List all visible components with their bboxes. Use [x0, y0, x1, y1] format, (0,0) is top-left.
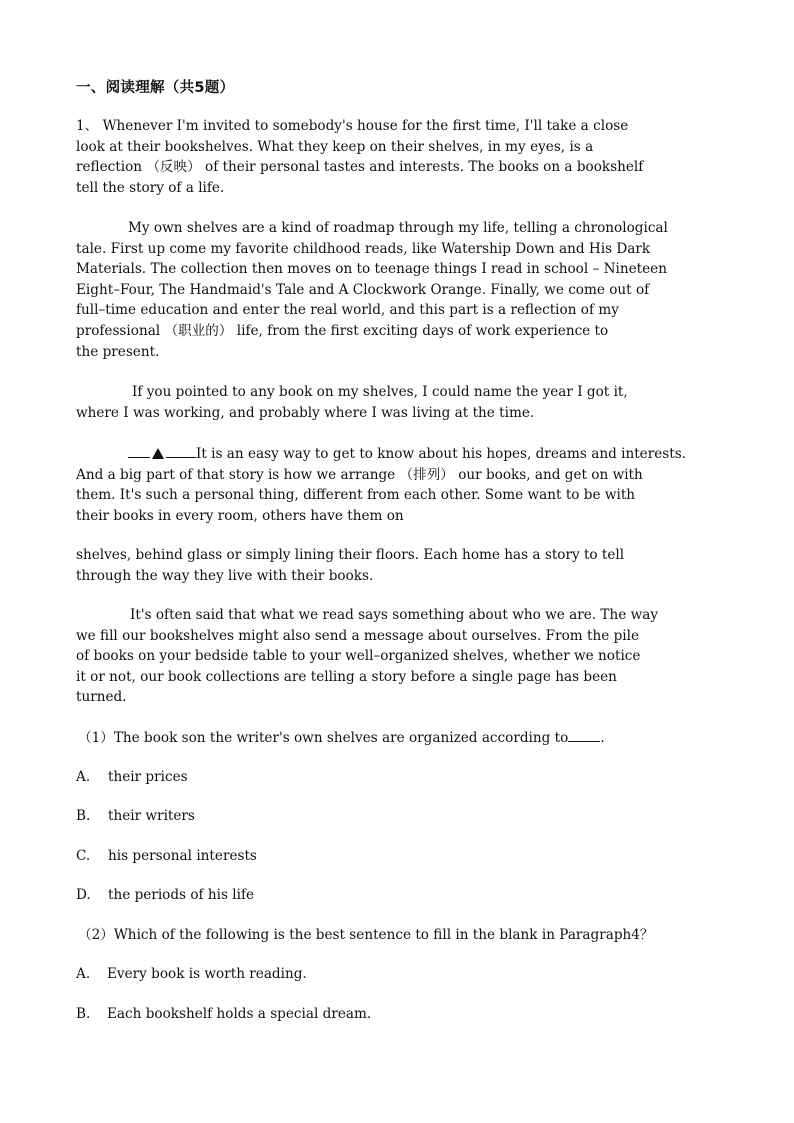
question-1-option-c: [76, 846, 257, 866]
text-line: It's often said that what we read says something about who we are. The way: [130, 607, 658, 623]
text-line: 1、 Whenever I'm invited to somebody's house for the first time, I'll take a close: [76, 118, 629, 134]
option-label: A.: [76, 769, 91, 785]
text-line: of books on your bedside table to your well–organized shelves, whether we notice: [76, 648, 641, 665]
option-label: C.: [76, 848, 91, 864]
text-line: Materials. The collection then moves on to teenage things I read in school – Nineteen: [76, 261, 667, 278]
text-line: we fill our bookshelves might also send a message about ourselves. From the pile: [76, 627, 640, 644]
text-line: tale. First up come my favorite childhood reads, like Watership Down and His Dark: [76, 240, 651, 257]
option-text: Every book is worth reading.: [107, 966, 307, 982]
text-line: [76, 443, 720, 465]
passage-paragraph-4: [76, 443, 720, 526]
option-text: their prices: [108, 769, 188, 785]
option-text: his personal interests: [108, 848, 257, 864]
text-line: reflection （反映） of their personal tastes and interests. The books on a bookshelf: [76, 159, 644, 176]
text-line: turned.: [76, 689, 127, 706]
text-line: look at their bookshelves. What they keep on their shelves, in my eyes, is a: [76, 138, 594, 155]
question-1-option-a: [76, 767, 188, 787]
option-label: A.: [76, 966, 91, 982]
text-line: where I was working, and probably where I was living at the time.: [76, 404, 535, 421]
text-line: their books in every room, others have them on: [76, 507, 404, 524]
option-text: their writers: [108, 808, 195, 824]
question-1-stem: [78, 728, 605, 748]
passage-paragraph-1: [76, 116, 720, 198]
text-line: professional （职业的） life, from the first exciting days of work experience to: [76, 322, 609, 339]
passage-paragraph-2: [76, 218, 720, 362]
question-2-option-b: [76, 1004, 371, 1024]
text-line: shelves, behind glass or simply lining their floors. Each home has a story to tell: [76, 547, 625, 563]
section-heading: 一、阅读理解（共5题）: [76, 80, 235, 96]
passage-paragraph-3: [76, 382, 720, 423]
text-line: full–time education and enter the real world, and this part is a reflection of my: [76, 302, 619, 319]
triangle-icon: [152, 448, 164, 459]
option-text: the periods of his life: [108, 887, 255, 903]
question-1-option-d: [76, 885, 254, 905]
passage-paragraph-6: [76, 605, 720, 708]
text-line: it or not, our book collections are telling a story before a single page has been: [76, 668, 617, 685]
question-2-option-a: [76, 964, 307, 984]
text-line: them. It's such a personal thing, different from each other. Some want to be with: [76, 487, 636, 504]
option-label: D.: [76, 887, 91, 903]
text-line: If you pointed to any book on my shelves, I could name the year I got it,: [132, 384, 628, 400]
answer-blank: [166, 443, 196, 458]
option-label: B.: [76, 808, 91, 824]
question-1-option-b: [76, 806, 195, 826]
option-text: Each bookshelf holds a special dream.: [107, 1006, 372, 1022]
question-text: （1）The book son the writer's own shelves are organized according to: [78, 730, 569, 746]
text-line: My own shelves are a kind of roadmap through my life, telling a chronological: [128, 220, 668, 236]
text-line-content: It is an easy way to get to know about his hopes, dreams and interests.: [196, 446, 686, 462]
question-end: .: [600, 730, 605, 746]
question-2-stem: （2）Which of the following is the best sentence to fill in the blank in Paragraph4？: [78, 927, 654, 943]
text-line: And a big part of that story is how we arrange （排列） our books, and get on with: [76, 466, 643, 483]
text-line: Eight–Four, The Handmaid's Tale and A Clockwork Orange. Finally, we come out of: [76, 281, 650, 298]
answer-blank: [568, 728, 600, 742]
text-line: through the way they live with their books.: [76, 567, 374, 584]
option-label: B.: [76, 1006, 91, 1022]
answer-blank: [128, 443, 150, 458]
text-line: the present.: [76, 343, 160, 360]
text-line: tell the story of a life.: [76, 179, 225, 196]
passage-paragraph-5: [76, 545, 720, 586]
